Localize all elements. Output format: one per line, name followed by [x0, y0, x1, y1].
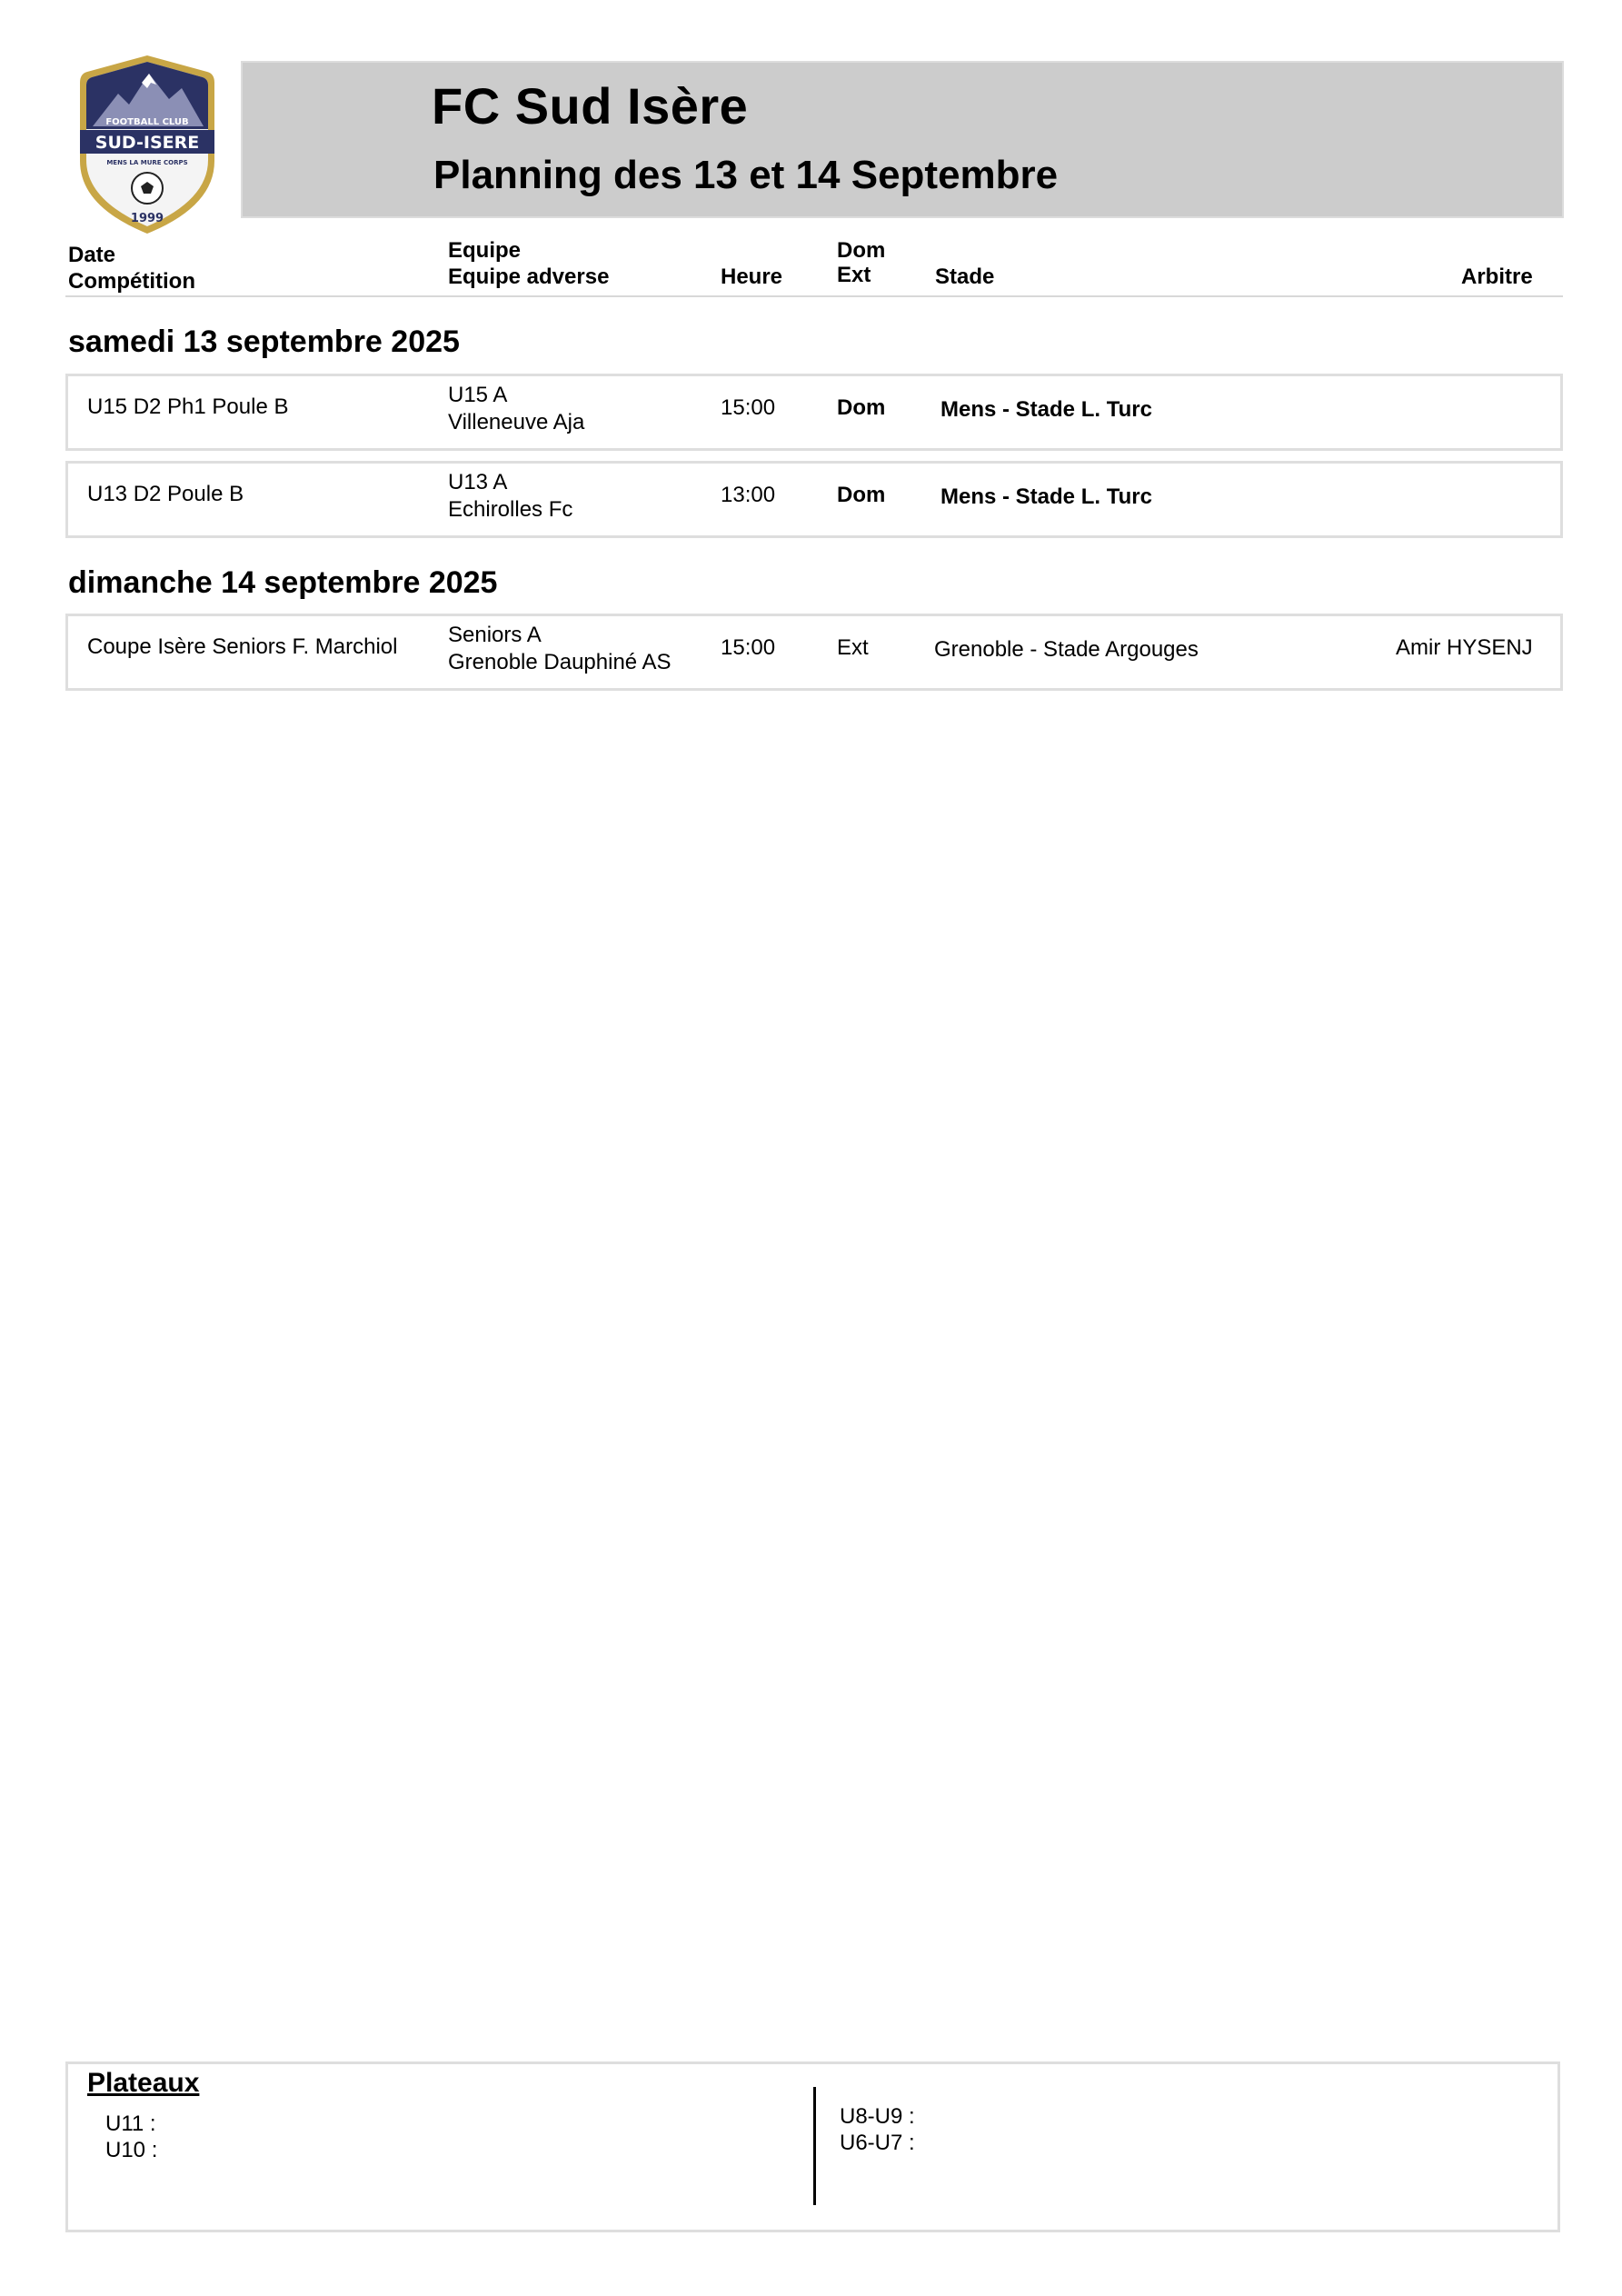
logo-text-line1: FOOTBALL CLUB — [105, 117, 189, 127]
match-stadium: Mens - Stade L. Turc — [940, 484, 1152, 509]
match-dom-ext: Dom — [837, 483, 886, 507]
match-competition: U15 D2 Ph1 Poule B — [87, 394, 289, 419]
column-header-stade: Stade — [935, 265, 995, 289]
match-competition: Coupe Isère Seniors F. Marchiol — [87, 634, 398, 659]
logo-text-line3: MENS LA MURE CORPS — [106, 159, 188, 166]
club-title: FC Sud Isère — [432, 77, 749, 135]
logo-text-line2: SUD-ISERE — [95, 133, 200, 153]
column-header-heure: Heure — [721, 265, 783, 289]
column-header-date: Date Compétition — [68, 243, 195, 294]
match-teams: U15 A Villeneuve Aja — [448, 383, 585, 434]
club-logo — [75, 52, 220, 237]
column-header-arbitre: Arbitre — [1461, 265, 1533, 289]
match-time: 13:00 — [721, 483, 776, 507]
match-teams: U13 A Echirolles Fc — [448, 470, 573, 522]
column-header-dom-ext: Dom Ext — [837, 238, 886, 287]
match-time: 15:00 — [721, 635, 776, 660]
match-stadium: Grenoble - Stade Argouges — [934, 637, 1199, 662]
match-row — [65, 374, 1563, 451]
match-stadium: Mens - Stade L. Turc — [940, 397, 1152, 422]
match-time: 15:00 — [721, 395, 776, 420]
plateaux-divider — [813, 2087, 816, 2205]
logo-year: 1999 — [130, 212, 164, 225]
day-heading: dimanche 14 septembre 2025 — [68, 565, 498, 600]
match-dom-ext: Dom — [837, 395, 886, 420]
match-teams: Seniors A Grenoble Dauphiné AS — [448, 623, 672, 674]
header-divider — [65, 295, 1563, 297]
match-competition: U13 D2 Poule B — [87, 482, 244, 506]
day-heading: samedi 13 septembre 2025 — [68, 324, 460, 359]
plateaux-left-list: U11 : U10 : — [105, 2111, 158, 2162]
match-referee: Amir HYSENJ — [1396, 635, 1533, 660]
plateaux-title: Plateaux — [87, 2068, 200, 2098]
column-header-equipe: Equipe Equipe adverse — [448, 238, 610, 289]
match-dom-ext: Ext — [837, 635, 869, 660]
match-row — [65, 461, 1563, 538]
plateaux-right-list: U8-U9 : U6-U7 : — [840, 2104, 915, 2155]
planning-title: Planning des 13 et 14 Septembre — [433, 153, 1059, 197]
